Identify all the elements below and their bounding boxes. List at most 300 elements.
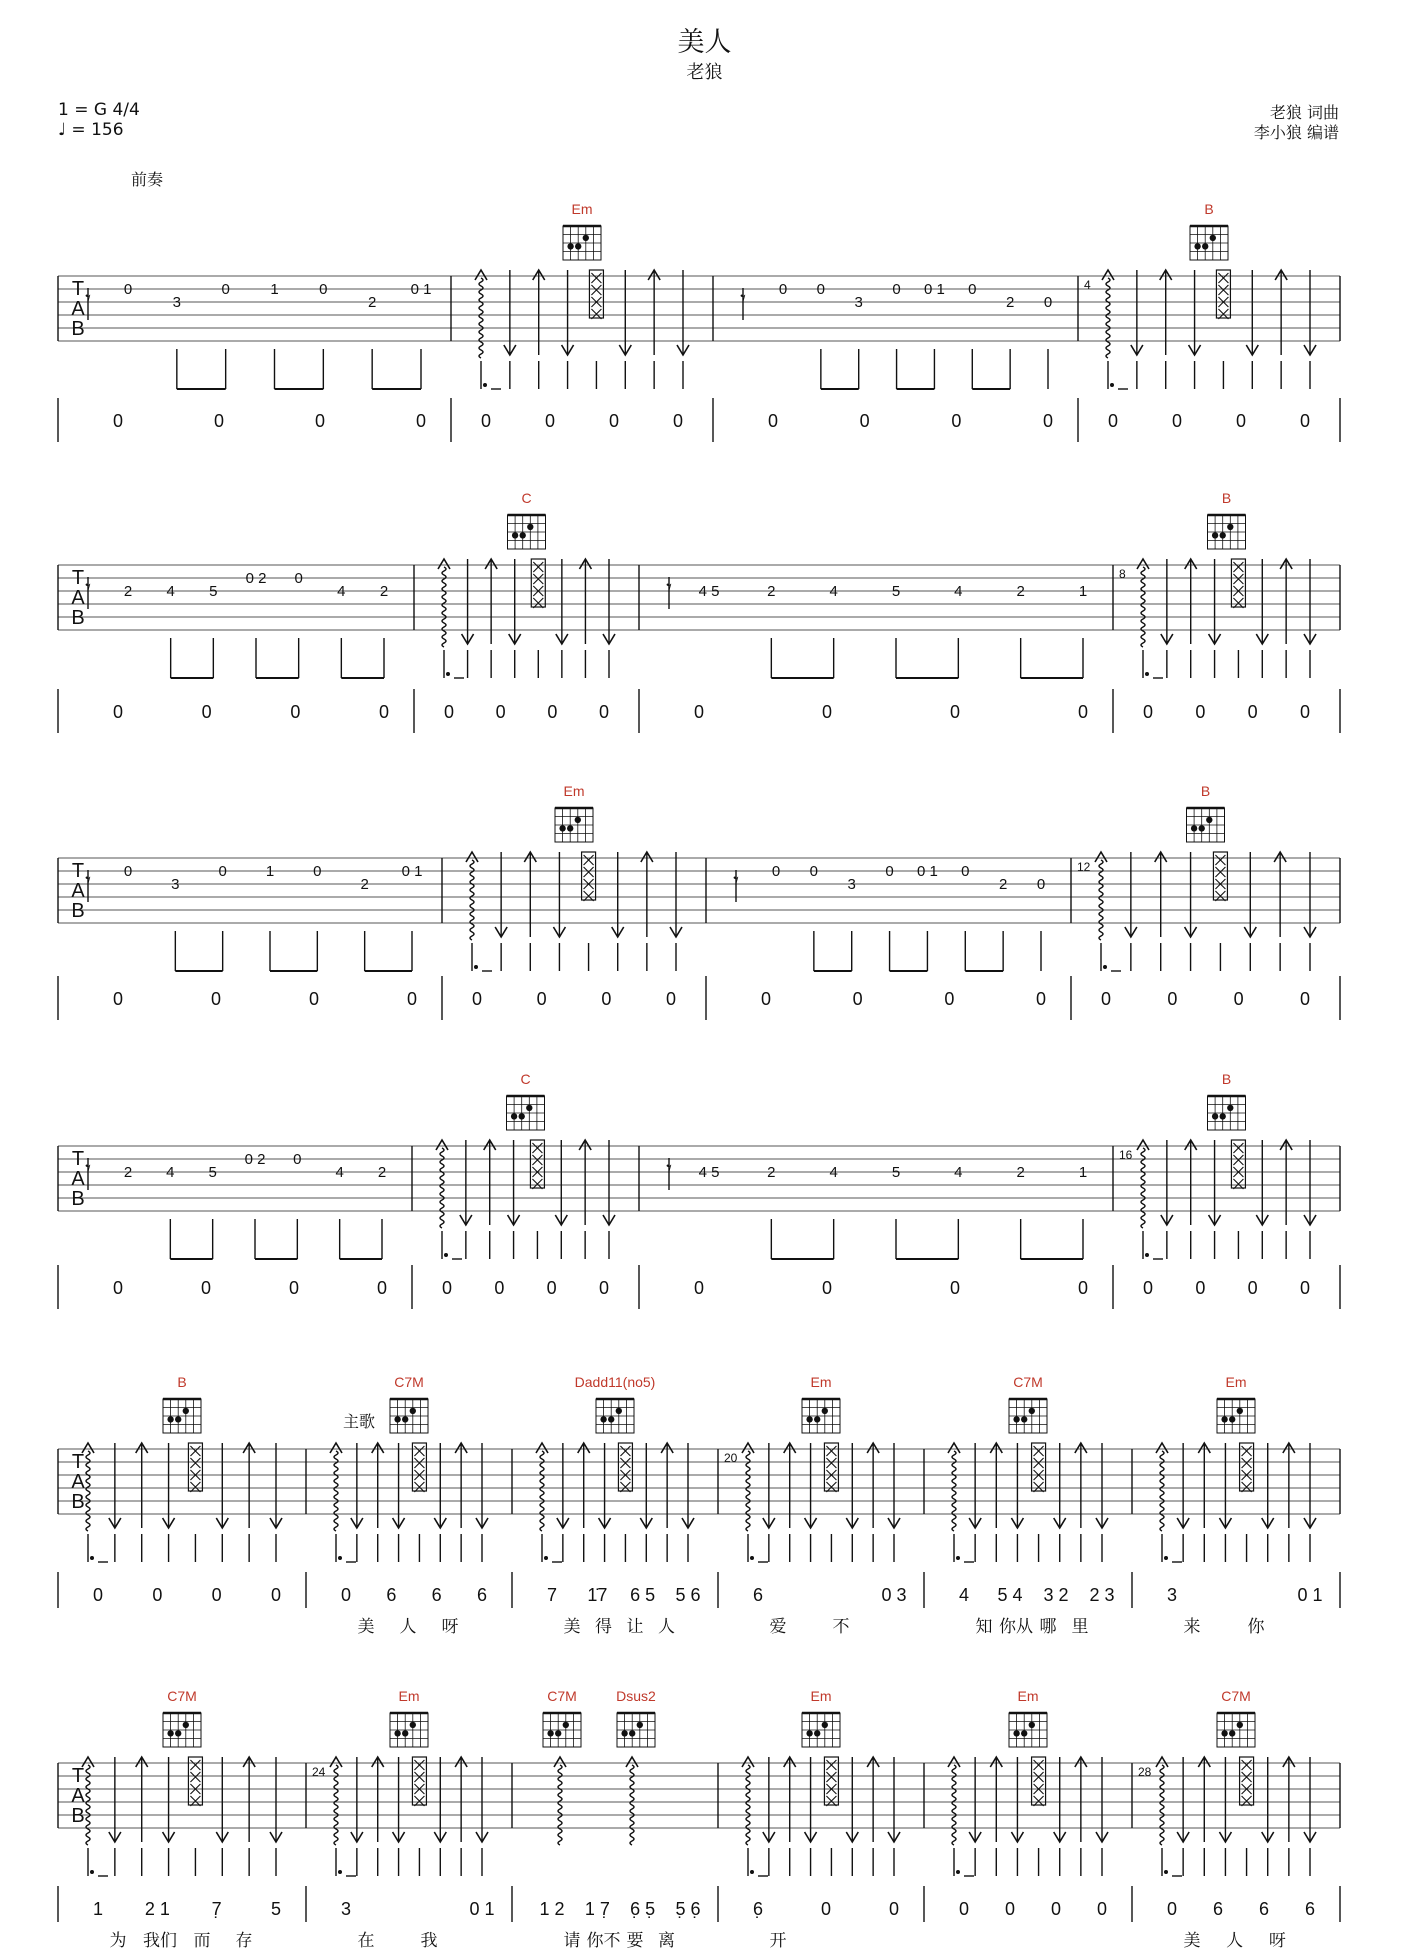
fret-number: 0 1 — [923, 281, 945, 298]
mute-box — [1032, 1757, 1046, 1805]
chord-dot — [1202, 243, 1208, 249]
bass-note: 0 — [821, 702, 833, 722]
fret-number: 4 — [829, 1164, 838, 1181]
measure-number: 20 — [724, 1451, 738, 1465]
fret-number: 2 — [998, 876, 1008, 893]
fret-number: 1 — [265, 863, 275, 880]
fret-number: 0 — [123, 863, 133, 880]
melody-note: 6 — [476, 1585, 488, 1605]
bass-note: 0 — [1077, 1278, 1089, 1298]
fret-number: 4 — [166, 583, 175, 600]
mute-box — [582, 852, 596, 900]
fret-number: 2 — [367, 294, 377, 311]
melody-note: 0 — [888, 1899, 900, 1919]
bass-note: 0 — [1107, 411, 1119, 431]
lyric: 而 — [193, 1931, 211, 1948]
arpeggio-wavy — [470, 860, 474, 940]
melody-note: 7̣ — [211, 1899, 222, 1919]
chord-dot — [616, 1408, 622, 1414]
bass-note: 0 — [608, 411, 620, 431]
bass-note: 0 — [536, 989, 547, 1009]
chord-dot — [527, 524, 533, 530]
tab-clef-letter: A — [71, 1471, 85, 1493]
mute-box — [188, 1443, 202, 1491]
bass-note: 0 — [949, 702, 961, 722]
bass-note: 0 — [767, 411, 779, 431]
tab-clef-letter: B — [71, 318, 85, 340]
chord-dot — [520, 532, 526, 538]
dot — [1110, 383, 1114, 387]
mute-box — [531, 559, 545, 607]
chord-diagram-c43 — [802, 1399, 840, 1433]
fret-number: 0 — [809, 863, 819, 880]
chord-diagram-c54 — [1009, 1713, 1047, 1747]
mute-box — [824, 1757, 838, 1805]
tab-clef-letter: A — [71, 1785, 85, 1807]
measure-number: 24 — [312, 1765, 326, 1779]
fret-number: 2 — [1005, 294, 1015, 311]
chord-dot — [567, 243, 573, 249]
chord-diagram-c21 — [555, 808, 593, 842]
tab-clef-letter: A — [71, 298, 85, 320]
chord-dot — [1220, 1113, 1226, 1119]
chord-name-c45: Em — [1225, 1374, 1247, 1390]
fret-number: 1 — [270, 281, 279, 298]
lyric: 爱 — [769, 1617, 787, 1637]
melody-note: 6 — [431, 1585, 442, 1605]
chord-diagram-c23 — [1187, 808, 1225, 842]
chord-name-c43: Em — [810, 1374, 832, 1390]
melody-note: 0 — [1166, 1899, 1178, 1919]
bass-note: 0 — [378, 702, 390, 722]
fret-number: 2 — [360, 876, 369, 893]
lyric: 让 — [626, 1617, 644, 1637]
tab-clef-letter: A — [71, 587, 85, 609]
chord-name-c41: C7M — [394, 1374, 424, 1390]
chord-name-c44: C7M — [1013, 1374, 1043, 1390]
fret-number: 0 — [1043, 294, 1053, 311]
tab-clef-letter: T — [71, 1765, 85, 1787]
chord-dot — [175, 1416, 181, 1422]
fret-number: 4 5 — [698, 1164, 720, 1181]
chord-name-left: C7M — [547, 1688, 577, 1704]
tab-clef-letter: A — [71, 1168, 85, 1190]
arpeggio-wavy — [1160, 1451, 1164, 1531]
tab-clef-letter: T — [71, 860, 85, 882]
fret-number: 0 1 — [401, 863, 423, 880]
chord-dot — [1221, 1730, 1227, 1736]
arpeggio-wavy — [1099, 860, 1103, 940]
bass-note: 0 — [1247, 1278, 1258, 1298]
melody-note: 6̣ 5̣ — [630, 1899, 656, 1919]
bass-note: 0 — [760, 989, 772, 1009]
mute-box — [1240, 1757, 1254, 1805]
bass-note: 0 — [598, 1278, 610, 1298]
tab-clef-letter: T — [71, 278, 85, 300]
arpeggio-wavy — [558, 1765, 562, 1845]
chord-diagram-right — [617, 1713, 655, 1747]
chord-dot — [814, 1416, 820, 1422]
section-label-intro: 前奏 — [131, 170, 164, 189]
arpeggio-wavy — [440, 1148, 444, 1228]
melody-note: 6̣ — [752, 1899, 764, 1919]
dot — [446, 672, 450, 676]
chord-dot — [567, 825, 573, 831]
mute-box — [589, 270, 603, 318]
measure-number: 12 — [1077, 860, 1091, 874]
lyric: 美 — [357, 1617, 375, 1637]
chord-dot — [555, 1730, 561, 1736]
bass-note: 0 — [951, 411, 962, 431]
mute-box — [1231, 559, 1245, 607]
chord-dot — [1220, 532, 1226, 538]
dot — [474, 965, 478, 969]
measure-number: 16 — [1119, 1148, 1133, 1162]
lyric: 为 — [109, 1931, 127, 1948]
dot — [90, 1870, 94, 1874]
chord-diagram-c01 — [563, 226, 601, 260]
mute-box — [824, 1443, 838, 1491]
bass-note: 0 — [693, 1278, 705, 1298]
chord-dot — [1194, 243, 1200, 249]
singer-name: 老狼 — [686, 62, 723, 83]
dot — [1164, 1556, 1168, 1560]
bass-note: 0 — [210, 989, 222, 1009]
lyric: 你从 — [999, 1617, 1033, 1637]
melody-note: 0 1 — [469, 1899, 495, 1919]
tab-clef-letter: B — [71, 1805, 85, 1827]
section-label-verse: 主歌 — [343, 1412, 376, 1431]
melody-note: 1̇7 — [587, 1585, 608, 1605]
melody-note: 5 — [270, 1899, 282, 1919]
chord-name-c23: B — [1200, 783, 1211, 799]
chord-dot — [1229, 1730, 1235, 1736]
tab-clef-letter: B — [71, 607, 85, 629]
dot — [338, 1556, 342, 1560]
lyric: 我们 — [143, 1931, 177, 1948]
melody-note: 6 — [1212, 1899, 1224, 1919]
fret-number: 0 2 — [244, 1151, 266, 1168]
lyric: 呀 — [441, 1617, 459, 1637]
dot — [338, 1870, 342, 1874]
chord-dot — [410, 1722, 416, 1728]
lyric: 开 — [769, 1931, 787, 1948]
dot — [1164, 1870, 1168, 1874]
bass-note: 0 — [859, 411, 870, 431]
arpeggio-wavy — [746, 1765, 750, 1845]
chord-dot — [1237, 1408, 1243, 1414]
chord-name-c40: B — [177, 1374, 187, 1390]
measure-number: 28 — [1138, 1765, 1152, 1779]
chord-dot — [822, 1408, 828, 1414]
chord-diagram-c50 — [163, 1713, 201, 1747]
lyric: 离 — [658, 1931, 675, 1948]
arpeggio-wavy — [86, 1451, 90, 1531]
arpeggio-wavy — [334, 1765, 338, 1845]
bass-note: 0 — [288, 1278, 300, 1298]
bass-note: 0 — [1233, 989, 1244, 1009]
chord-name-c51: Em — [398, 1688, 420, 1704]
fret-number: 2 — [1016, 1164, 1025, 1181]
fret-number: 2 — [767, 583, 776, 600]
bass-note: 0 — [821, 1278, 833, 1298]
bass-note: 0 — [1100, 989, 1112, 1009]
bass-note: 0 — [376, 1278, 388, 1298]
bass-note: 0 — [112, 411, 124, 431]
melody-note: 6 — [386, 1585, 397, 1605]
fret-number: 0 — [294, 570, 303, 587]
chord-dot — [1210, 235, 1216, 241]
tab-clef-letter: B — [71, 1491, 85, 1513]
lyric: 我 — [420, 1931, 438, 1948]
arpeggio-wavy — [86, 1765, 90, 1845]
chord-name-c53: Em — [810, 1688, 832, 1704]
chord-dot — [402, 1730, 408, 1736]
credit-arranger: 李小狼 编谱 — [1253, 123, 1339, 142]
lyric: 知 — [975, 1617, 993, 1637]
bass-note: 0 — [1142, 702, 1154, 722]
chord-dot — [519, 1113, 525, 1119]
melody-note: 5 4 — [997, 1585, 1023, 1605]
key-signature: 1 = G 4/4 — [58, 100, 140, 120]
fret-number: 0 — [293, 1151, 302, 1168]
bass-note: 0 — [443, 702, 455, 722]
bass-note: 0 — [112, 702, 124, 722]
bass-note: 0 — [213, 411, 225, 431]
bass-note: 0 — [1035, 989, 1047, 1009]
fret-number: 0 — [313, 863, 322, 880]
melody-note: 0 — [1004, 1899, 1016, 1919]
fret-number: 0 — [221, 281, 230, 298]
chord-dot — [511, 1113, 517, 1119]
lyric: 你 — [1247, 1617, 1265, 1637]
dot — [444, 1253, 448, 1257]
chord-name-c42: Dadd11(no5) — [574, 1374, 656, 1390]
chord-dot — [1212, 1113, 1218, 1119]
lyric: 哪 — [1039, 1617, 1057, 1637]
mute-box — [1213, 852, 1227, 900]
chord-dot — [512, 532, 518, 538]
bass-note: 0 — [1235, 411, 1247, 431]
melody-note: 1 — [92, 1899, 104, 1919]
tab-clef-letter: T — [71, 1451, 85, 1473]
lyric: 人 — [1226, 1931, 1244, 1948]
bass-note: 0 — [480, 411, 492, 431]
bass-note: 0 — [112, 1278, 124, 1298]
bass-note: 0 — [944, 989, 955, 1009]
melody-note: 0 — [1050, 1899, 1062, 1919]
bass-note: 0 — [601, 989, 612, 1009]
dot — [544, 1556, 548, 1560]
lyric: 得 — [595, 1617, 612, 1637]
bass-note: 0 — [1077, 702, 1089, 722]
chord-dot — [559, 825, 565, 831]
chord-dot — [175, 1730, 181, 1736]
fret-number: 0 — [771, 863, 781, 880]
lyric: 美 — [1183, 1931, 1201, 1948]
melody-note: 0 — [958, 1899, 970, 1919]
melody-note: 0 — [1096, 1899, 1108, 1919]
fret-number: 0 — [218, 863, 227, 880]
eighth-rest: 𝄾 — [666, 1156, 672, 1181]
chord-dot — [1227, 524, 1233, 530]
lyric: 在 — [357, 1931, 375, 1948]
chord-name-c13: B — [1221, 490, 1232, 506]
bass-note: 0 — [693, 702, 705, 722]
fret-number: 0 — [968, 281, 977, 298]
fret-number: 2 — [123, 583, 133, 600]
melody-note: 6 — [1304, 1899, 1316, 1919]
chord-dot — [608, 1416, 614, 1422]
bass-note: 0 — [1195, 702, 1206, 722]
bass-note: 0 — [1042, 411, 1054, 431]
chord-dot — [629, 1730, 635, 1736]
chord-dot — [410, 1408, 416, 1414]
chord-name-c31: C — [520, 1071, 531, 1087]
tab-clef-letter: B — [71, 1188, 85, 1210]
melody-note: 2 1 — [144, 1899, 170, 1919]
chord-dot — [394, 1730, 400, 1736]
chord-dot — [1021, 1730, 1027, 1736]
chord-diagram-c33 — [1208, 1096, 1246, 1130]
chord-dot — [806, 1730, 812, 1736]
bass-note: 0 — [290, 702, 301, 722]
chord-dot — [402, 1416, 408, 1422]
chord-dot — [526, 1105, 532, 1111]
eighth-rest: 𝄾 — [666, 575, 672, 600]
chord-dot — [583, 235, 589, 241]
chord-name-c21: Em — [563, 783, 585, 799]
chord-dot — [1212, 532, 1218, 538]
eighth-rest: 𝄾 — [85, 286, 91, 311]
arpeggio-wavy — [1106, 278, 1110, 358]
chord-diagram-c40 — [163, 1399, 201, 1433]
chord-dot — [183, 1408, 189, 1414]
chord-dot — [806, 1416, 812, 1422]
melody-note: 3 — [340, 1899, 352, 1919]
fret-number: 0 — [892, 281, 901, 298]
fret-number: 5 — [891, 1164, 901, 1181]
fret-number: 5 — [891, 583, 901, 600]
arpeggio-wavy — [1160, 1765, 1164, 1845]
chord-dot — [600, 1416, 606, 1422]
chord-diagram-c41 — [390, 1399, 428, 1433]
chord-name-c01: Em — [571, 201, 593, 217]
bass-note: 0 — [112, 989, 124, 1009]
melody-note: 3 — [1166, 1585, 1178, 1605]
melody-note: 1 2 — [539, 1899, 565, 1919]
bass-note: 0 — [201, 702, 212, 722]
mute-box — [412, 1443, 426, 1491]
fret-number: 4 — [829, 583, 838, 600]
lyric: 人 — [658, 1617, 675, 1637]
bass-note: 0 — [200, 1278, 212, 1298]
chord-name-right: Dsus2 — [616, 1688, 656, 1704]
melody-note: 0 — [270, 1585, 282, 1605]
fret-number: 4 5 — [698, 583, 720, 600]
dot — [750, 1556, 754, 1560]
melody-note: 3 2 — [1043, 1585, 1069, 1605]
melody-note: 0 3 — [881, 1585, 907, 1605]
bass-note: 0 — [598, 702, 610, 722]
arpeggio-wavy — [442, 567, 446, 647]
chord-dot — [167, 1416, 173, 1422]
lyric: 美 — [563, 1617, 581, 1637]
fret-number: 0 — [123, 281, 133, 298]
fret-number: 0 — [961, 863, 970, 880]
melody-note: 0 — [340, 1585, 352, 1605]
fret-number: 4 — [954, 583, 963, 600]
tab-clef-letter: T — [71, 567, 85, 589]
mute-box — [188, 1757, 202, 1805]
bass-note: 0 — [546, 1278, 557, 1298]
chord-dot — [1013, 1730, 1019, 1736]
bass-note: 0 — [949, 1278, 961, 1298]
tab-clef-letter: T — [71, 1148, 85, 1170]
chord-dot — [1237, 1722, 1243, 1728]
chord-diagram-c51 — [390, 1713, 428, 1747]
fret-number: 3 — [847, 876, 856, 893]
fret-number: 0 2 — [245, 570, 267, 587]
mute-box — [1231, 1140, 1245, 1188]
song-title: 美人 — [677, 27, 732, 58]
chord-name-c33: B — [1221, 1071, 1232, 1087]
chord-diagram-c31 — [507, 1096, 545, 1130]
eighth-rest: 𝄾 — [85, 575, 91, 600]
arpeggio-wavy — [1141, 1148, 1145, 1228]
bass-note: 0 — [547, 702, 558, 722]
chord-dot — [1199, 825, 1205, 831]
dot — [90, 1556, 94, 1560]
bass-note: 0 — [308, 989, 320, 1009]
fret-number: 0 — [885, 863, 894, 880]
chord-dot — [183, 1722, 189, 1728]
fret-number: 0 1 — [916, 863, 938, 880]
fret-number: 2 — [379, 583, 389, 600]
bass-note: 0 — [852, 989, 863, 1009]
chord-dot — [394, 1416, 400, 1422]
tempo-marking: ♩ = 156 — [58, 120, 124, 140]
arpeggio-wavy — [479, 278, 483, 358]
melody-note: 5 6 — [675, 1585, 701, 1605]
melody-note: 0 — [152, 1585, 163, 1605]
bass-note: 0 — [1299, 411, 1311, 431]
arpeggio-wavy — [1141, 567, 1145, 647]
fret-number: 4 — [166, 1164, 175, 1181]
lyric: 你不 — [586, 1931, 621, 1948]
melody-note: 0 1 — [1297, 1585, 1323, 1605]
arpeggio-wavy — [746, 1451, 750, 1531]
bass-note: 0 — [1171, 411, 1183, 431]
dot — [1145, 1253, 1149, 1257]
fret-number: 0 — [319, 281, 328, 298]
chord-dot — [621, 1730, 627, 1736]
fret-number: 0 1 — [410, 281, 432, 298]
lyric: 里 — [1071, 1617, 1089, 1637]
arpeggio-wavy — [630, 1765, 634, 1845]
melody-note: 6 5 — [630, 1585, 656, 1605]
mute-box — [412, 1757, 426, 1805]
lyric: 来 — [1183, 1617, 1201, 1637]
dot — [1103, 965, 1107, 969]
chord-dot — [1206, 817, 1212, 823]
eighth-rest: 𝄾 — [740, 286, 746, 311]
bass-note: 0 — [1247, 702, 1258, 722]
bass-note: 0 — [314, 411, 326, 431]
dot — [956, 1870, 960, 1874]
fret-number: 0 — [1036, 876, 1046, 893]
melody-note: 7 — [546, 1585, 558, 1605]
